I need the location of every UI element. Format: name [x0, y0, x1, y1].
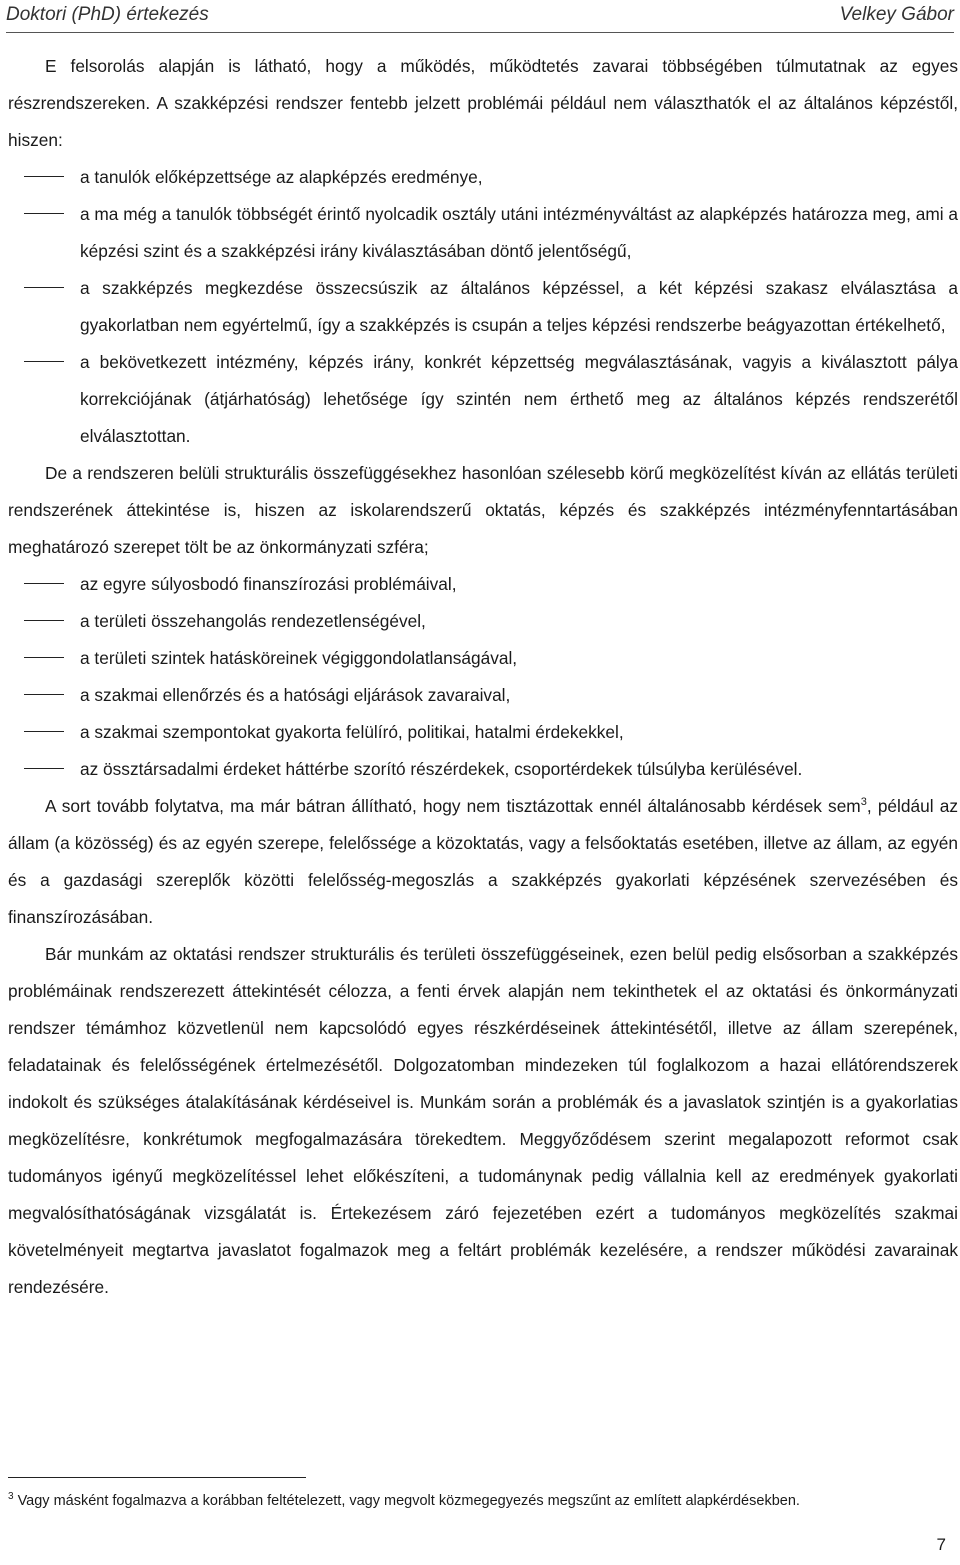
footnote-number: 3	[8, 1491, 14, 1503]
territorial-paragraph: De a rendszeren belüli strukturális összefüggésekhez hasonlóan szélesebb körű megközelítést kíván az ellátás területi rendszerének áttekintése is, hiszen az iskolarendszerű oktatás, képzés és szakképzés intézményfenntartásában meghatározó szerepet tölt be az önkormányzati szféra;	[8, 463, 958, 557]
list-item: a területi szintek hatásköreinek végiggondolatlanságával,	[8, 640, 958, 677]
list-item: a ma még a tanulók többségét érintő nyolcadik osztály utáni intézményváltást az alapképzés határozza meg, ami a képzési szint és a szakképzési irány kiválasztásában döntő jelentőségű,	[8, 196, 958, 270]
list-item: a területi összehangolás rendezetlenségével,	[8, 603, 958, 640]
general-questions-text: A sort tovább folytatva, ma már bátran állítható, hogy nem tisztázottak ennél általánosabb kérdések sem	[45, 796, 861, 816]
intro-list	[8, 159, 958, 455]
list-item: az össztársadalmi érdeket háttérbe szorító részérdekek, csoportérdekek túlsúlyba kerülésével.	[8, 751, 958, 788]
list-item: a szakképzés megkezdése összecsúszik az általános képzéssel, a két képzési szakasz elválasztása a gyakorlatban nem egyértelmű, így a szakképzés is csupán a teljes képzési rendszerbe beágyazottan értékelhető,	[8, 270, 958, 344]
document-body	[8, 48, 958, 1306]
territorial-list	[8, 566, 958, 788]
list-item: a szakmai szempontokat gyakorta felülíró, politikai, hatalmi érdekekkel,	[8, 714, 958, 751]
footnote-reference[interactable]: 3	[860, 796, 867, 809]
header-thesis-type: Doktori (PhD) értekezés	[6, 4, 209, 25]
page-number: 7	[936, 1535, 946, 1554]
list-item: a bekövetkezett intézmény, képzés irány, konkrét képzettség megválasztásának, vagyis a kiválasztott pálya korrekciójának (átjárhatóság) lehetősége így szintén nem érthető meg az általános képzés rendszerétől elválasztottan.	[8, 344, 958, 455]
page-header	[6, 2, 954, 33]
list-item: a tanulók előképzettsége az alapképzés eredménye,	[8, 159, 958, 196]
intro-paragraph: E felsorolás alapján is látható, hogy a működés, működtetés zavarai többségében túlmutatnak az egyes részrendszereken. A szakképzési rendszer fentebb jelzett problémái például nem választhatók el az általános képzéstől, hiszen:	[8, 56, 958, 150]
aims-paragraph: Bár munkám az oktatási rendszer strukturális és területi összefüggéseinek, ezen belül pedig elsősorban a szakképzés problémáinak rendszerezett áttekintését célozza, a fenti érvek alapján nem tekinthetek el az oktatási és önkormányzati rendszer témámhoz közvetlenül nem kapcsolódó egyes részkérdéseinek áttekintésétől, illetve az állam szerepének, feladatainak és felelősségének értelmezésétől. Dolgozatomban mindezeken túl foglalkozom a hazai ellátórendszerek indokolt és szükséges átalakításának kérdéseivel is. Munkám során a problémák és a javaslatok szintjén is a gyakorlatias megközelítésre, konkrétumok megfogalmazására törekedtem. Meggyőződésem szerint megalapozott reformot csak tudományos igényű megközelítéssel lehet előkészíteni, a tudománynak pedig vállalnia kell az eredmények gyakorlati megvalósíthatóságának vizsgálatát is. Értekezésem záró fejezetében ezért a tudományos megközelítés szakmai követelményeit megtartva javaslatot fogalmazok meg a feltárt problémák kezelésére, a rendszer működési zavarainak rendezésére.	[8, 944, 958, 1297]
footnote	[8, 1491, 958, 1511]
general-questions-text-cont: , például az állam (a közösség) és az egyén szerepe, felelőssége a közoktatás, vagy a felsőoktatás esetében, illetve az állam, az egyén és a gazdasági szereplők közötti felelősség-megoszlás a szakképzés gyakorlati képzésének szervezésében és finanszírozásában.	[8, 796, 958, 927]
footnote-text: Vagy másként fogalmazva a korábban feltételezett, vagy megvolt közmegegyezés megszűnt az említett alapkérdésekben.	[17, 1493, 800, 1509]
list-item: a szakmai ellenőrzés és a hatósági eljárások zavaraival,	[8, 677, 958, 714]
header-author: Velkey Gábor	[839, 4, 954, 25]
footnote-divider	[8, 1477, 306, 1478]
general-questions-paragraph	[8, 788, 958, 936]
list-item: az egyre súlyosbodó finanszírozási problémáival,	[8, 566, 958, 603]
